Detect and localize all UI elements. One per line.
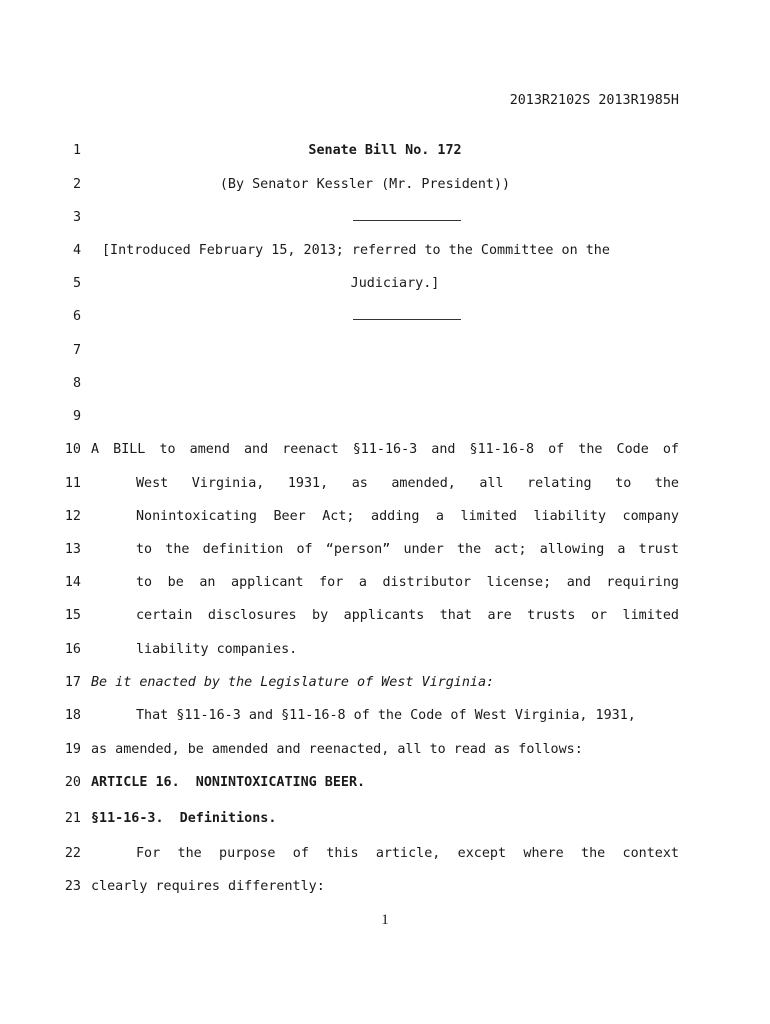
introduced-note-cont: Judiciary.] [350,276,440,291]
bill-summary: liability companies. [136,642,298,657]
line-number: 21 [64,811,81,826]
line-13 [0,542,770,562]
bill-summary: to the definition of “person” under the act; allowing a trust [136,542,679,557]
line-7 [0,343,770,363]
line-number: 1 [72,143,81,158]
body-text: clearly requires differently: [91,879,325,894]
line-10 [0,442,770,462]
line-2 [0,177,770,197]
line-number: 14 [64,575,81,590]
line-20 [0,775,770,795]
bill-summary: to be an applicant for a distributor license; and requiring [136,575,679,590]
line-14 [0,575,770,595]
line-number: 15 [64,608,81,623]
line-3 [0,210,770,230]
line-number: 10 [64,442,81,457]
line-1 [0,143,770,163]
line-number: 17 [64,675,81,690]
bill-summary: Nonintoxicating Beer Act; adding a limited liability company [136,509,679,524]
body-text: as amended, be amended and reenacted, all to read as follows: [91,742,583,757]
line-19 [0,742,770,762]
line-23 [0,879,770,899]
bill-summary: West Virginia, 1931, as amended, all relating to the [136,476,679,491]
line-8 [0,376,770,396]
body-text: For the purpose of this article, except where the context [136,846,679,861]
line-number: 5 [72,276,81,291]
page-number: 1 [381,912,389,928]
line-number: 4 [72,243,81,258]
line-4 [0,243,770,263]
line-number: 7 [72,343,81,358]
line-9 [0,409,770,429]
line-number: 2 [72,177,81,192]
bill-title: Senate Bill No. 172 [308,143,462,158]
line-number: 13 [64,542,81,557]
line-number: 16 [64,642,81,657]
line-number: 23 [64,879,81,894]
sponsor: (By Senator Kessler (Mr. President)) [219,177,511,192]
line-5 [0,276,770,296]
bill-summary: certain disclosures by applicants that are trusts or limited [136,608,679,623]
article-heading: ARTICLE 16. NONINTOXICATING BEER. [91,775,366,790]
line-number: 6 [72,309,81,324]
body-text: That §11-16-3 and §11-16-8 of the Code of West Virginia, 1931, [136,708,636,723]
line-18 [0,708,770,728]
line-number: 20 [64,775,81,790]
document-id: 2013R2102S 2013R1985H [509,93,679,108]
line-number: 11 [64,476,81,491]
line-11 [0,476,770,496]
introduced-note: [Introduced February 15, 2013; referred to the Committee on the [102,243,610,258]
line-12 [0,509,770,529]
separator-rule [112,210,702,225]
line-number: 8 [72,376,81,391]
line-number: 3 [72,210,81,225]
line-number: 19 [64,742,81,757]
bill-summary: A BILL to amend and reenact §11-16-3 and §11-16-8 of the Code of [91,442,679,457]
line-number: 22 [64,846,81,861]
line-6 [0,309,770,329]
line-22 [0,846,770,866]
line-17 [0,675,770,695]
line-number: 12 [64,509,81,524]
line-16 [0,642,770,662]
line-21 [0,811,770,831]
line-number: 9 [72,409,81,424]
enacting-clause: Be it enacted by the Legislature of West Virginia: [91,675,495,690]
line-15 [0,608,770,628]
section-heading: §11-16-3. Definitions. [91,811,277,826]
separator-rule [112,309,702,324]
line-number: 18 [64,708,81,723]
